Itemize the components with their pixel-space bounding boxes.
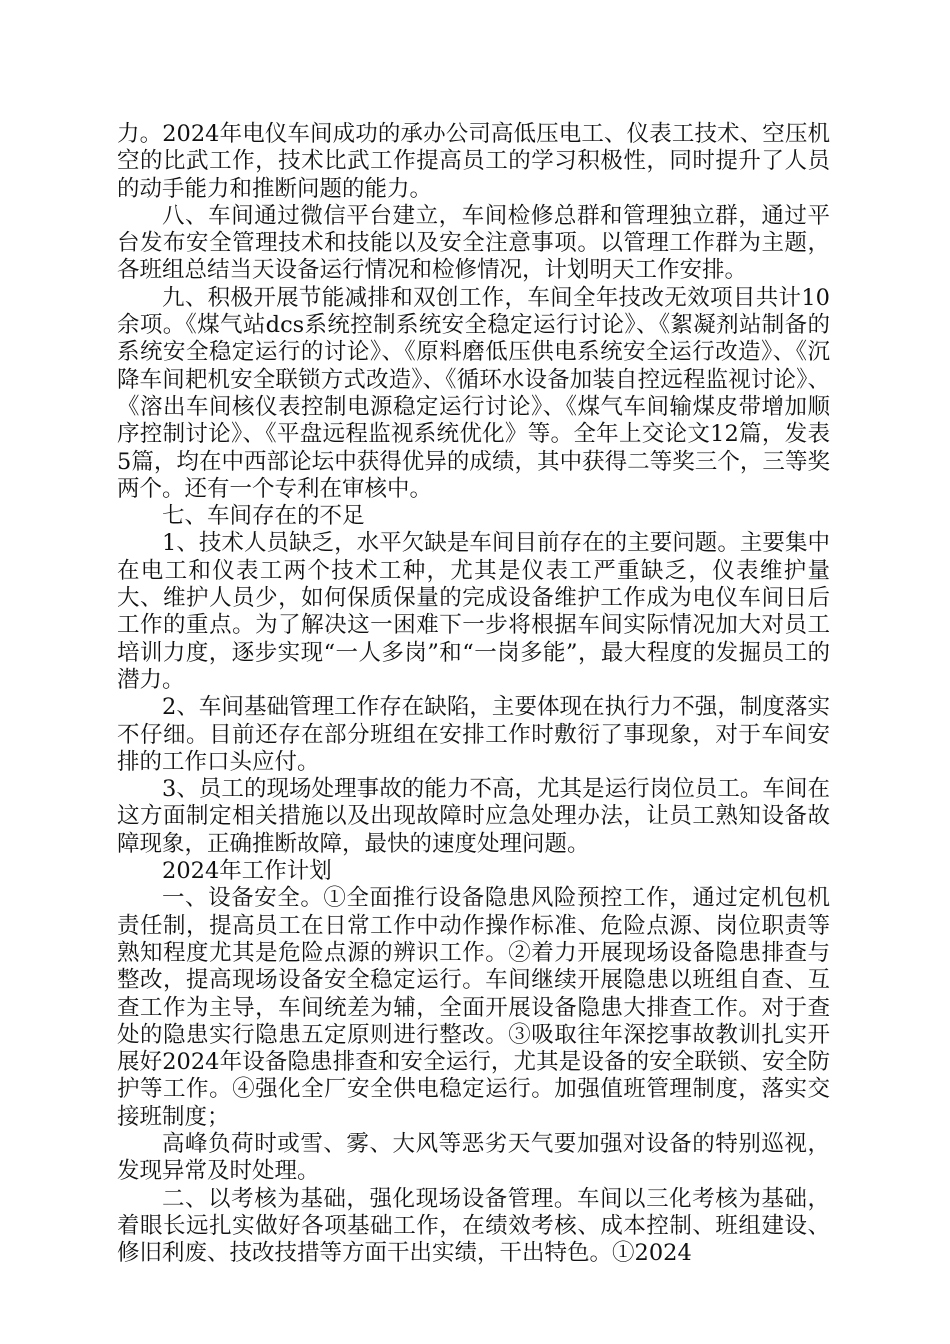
paragraph-shortcoming-2: 2、车间基础管理工作存在缺陷，主要体现在执行力不强，制度落实不仔细。目前还存在部分班组在安排工作时敷衍了事现象，对于车间安排的工作口头应付。 [117,694,830,775]
paragraph-plan-1-continued: 高峰负荷时或雪、雾、大风等恶劣天气要加强对设备的特别巡视，发现异常及时处理。 [117,1130,830,1185]
paragraph-shortcoming-1: 1、技术人员缺乏，水平欠缺是车间目前存在的主要问题。主要集中在电工和仪表工两个技术工种，尤其是仪表工严重缺乏，仪表维护量大、维护人员少，如何保质保量的完成设备维护工作成为电仪车间日后工作的重点。为了解决这一困难下一步将根据车间实际情况加大对员工培训力度，逐步实现“一人多岗”和“一岗多能”，最大程度的发掘员工的潜力。 [117,530,830,693]
paragraph-shortcoming-3: 3、员工的现场处理事故的能力不高，尤其是运行岗位员工。车间在这方面制定相关措施以及出现故障时应急处理办法，让员工熟知设备故障现象，正确推断故障，最快的速度处理问题。 [117,776,830,857]
document-body [117,121,830,1267]
section-heading-work-plan: 2024年工作计划 [162,858,332,885]
section-heading-shortcomings: 七、车间存在的不足 [162,503,365,530]
paragraph-continuation: 力。2024年电仪车间成功的承办公司高低压电工、仪表工技术、空压机空的比武工作，技术比武工作提高员工的学习积极性，同时提升了人员的动手能力和推断问题的能力。 [117,121,830,202]
paragraph-item-8: 八、车间通过微信平台建立，车间检修总群和管理独立群，通过平台发布安全管理技术和技能以及安全注意事项。以管理工作群为主题，各班组总结当天设备运行情况和检修情况，计划明天工作安排。 [117,202,830,284]
paragraph-item-9: 九、积极开展节能减排和双创工作，车间全年技改无效项目共计10余项。《煤气站dcs系统控制系统安全稳定运行讨论》、《絮凝剂站制备的系统安全稳定运行的讨论》、《原料磨低压供电系统安全运行改造》、《沉降车间耙机安全联锁方式改造》、《循环水设备加装自控远程监视讨论》、《溶出车间核仪表控制电源稳定运行讨论》、《煤气车间输煤皮带增加顺序控制讨论》、《平盘远程监视系统优化》等。全年上交论文12篇，发表5篇，均在中西部论坛中获得优异的成绩，其中获得二等奖三个，三等奖两个。还有一个专利在审核中。 [117,284,830,502]
paragraph-plan-1: 一、设备安全。①全面推行设备隐患风险预控工作，通过定机包机责任制，提高员工在日常工作中动作操作标准、危险点源、岗位职责等熟知程度尤其是危险点源的辨识工作。②着力开展现场设备隐患排查与整改，提高现场设备安全稳定运行。车间继续开展隐患以班组自查、互查工作为主导，车间统差为辅，全面开展设备隐患大排查工作。对于查处的隐患实行隐患五定原则进行整改。③吸取往年深挖事故教训扎实开展好2024年设备隐患排查和安全运行，尤其是设备的安全联锁、安全防护等工作。④强化全厂安全供电稳定运行。加强值班管理制度，落实交接班制度； [117,885,830,1130]
paragraph-plan-2: 二、以考核为基础，强化现场设备管理。车间以三化考核为基础，着眼长远扎实做好各项基础工作，在绩效考核、成本控制、班组建设、修旧利废、技改技措等方面干出实绩，干出特色。①2024 [117,1185,830,1267]
